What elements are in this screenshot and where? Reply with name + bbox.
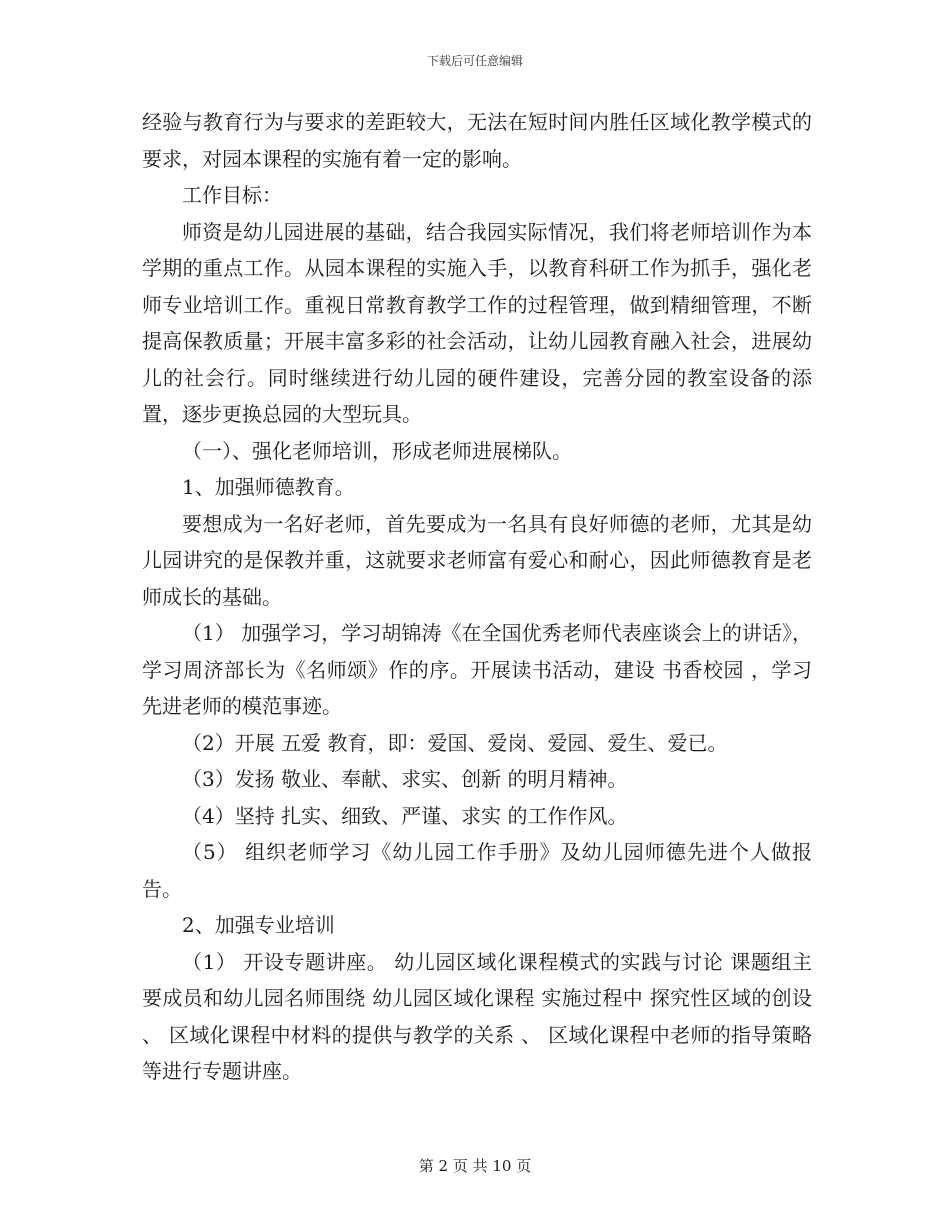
list-item: （5） 组织老师学习《幼儿园工作手册》及幼儿园师德先进个人做报告。 [142,840,812,901]
document-body [142,104,812,1090]
paragraph: 要想成为一名好老师，首先要成为一名具有良好师德的老师，尤其是幼儿园讲究的是保教并重，这就要求老师富有爱心和耐心，因此师德教育是老师成长的基础。 [142,511,812,609]
subsection-heading: 1、加强师德教育。 [182,475,355,499]
list-item: （1） 开设专题讲座。 幼儿园区域化课程模式的实践与讨论 课题组主要成员和幼儿园名师围绕 幼儿园区域化课程 实施过程中 探究性区域的创设 、 区域化课程中材料的提供与教学的关系 、 区域化课程中老师的指导策略 等进行专题讲座。 [142,949,812,1083]
page-header: 下载后可任意编辑 [426,54,523,68]
subsection-heading: 2、加强专业培训 [182,913,335,937]
list-item: （2）开展 五爱 教育，即：爱国、爱岗、爱园、爱生、爱已。 [182,730,728,755]
paragraph: 师资是幼儿园进展的基础，结合我园实际情况，我们将老师培训作为本学期的重点工作。从园本课程的实施入手，以教育科研工作为抓手，强化老师专业培训工作。重视日常教育教学工作的过程管理，做到精细管理，不断提高保教质量；开展丰富多彩的社会活动，让幼儿园教育融入社会，进展幼儿的社会行。同时继续进行幼儿园的硬件建设，完善分园的教室设备的添置，逐步更换总园的大型玩具。 [142,219,812,426]
section-heading: （一）、强化老师培训，形成老师进展梯队。 [182,438,572,463]
page-number: 第 2 页 共 10 页 [418,1157,532,1175]
list-item: （1） 加强学习，学习胡锦涛《在全国优秀老师代表座谈会上的讲话》，学习周济部长为《名师颂》作的序。开展读书活动，建设 书香校园 ，学习先进老师的模范事迹。 [142,621,812,718]
list-item: （3）发扬 敬业、奉献、求实、创新 的明月精神。 [182,767,628,791]
paragraph: 经验与教育行为与要求的差距较大，无法在短时间内胜任区域化教学模式的要求，对园本课程的实施有着一定的影响。 [142,110,812,171]
paragraph: 工作目标： [182,183,282,207]
list-item: （4）坚持 扎实、细致、严谨、求实 的工作作风。 [182,803,628,828]
